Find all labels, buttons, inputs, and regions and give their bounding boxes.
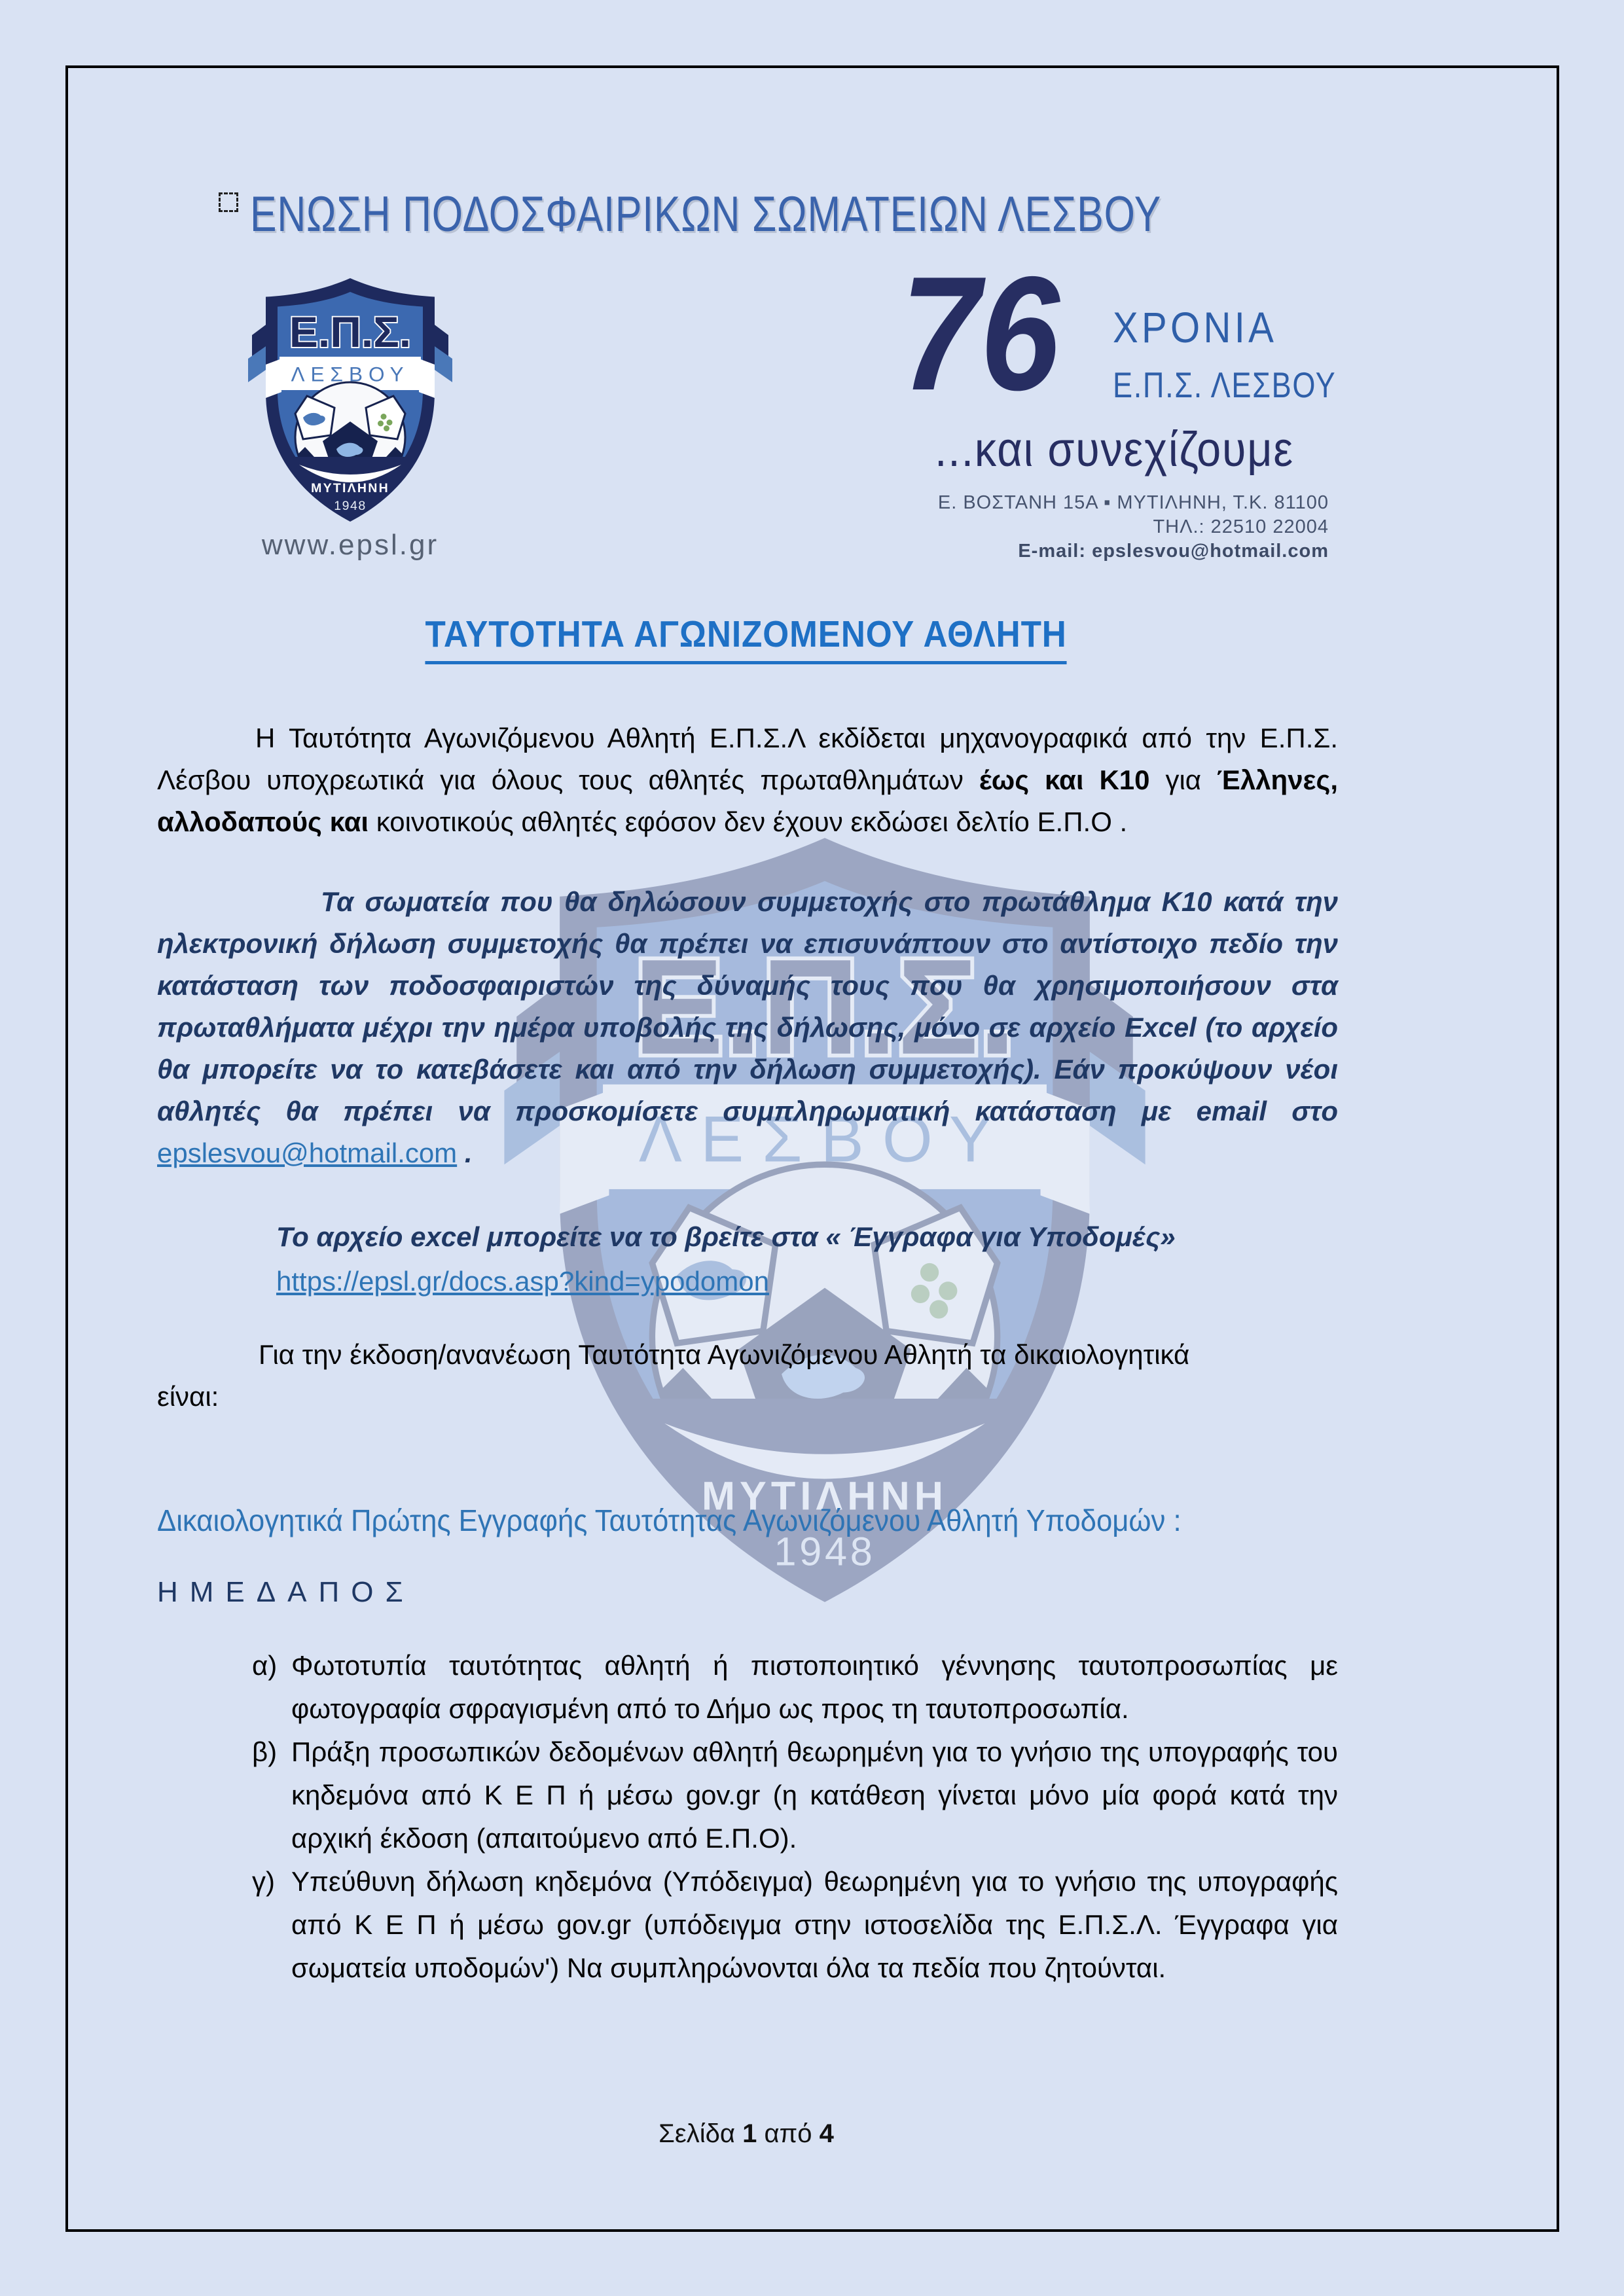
list-item [157, 1644, 1338, 1731]
club-crest-icon [242, 272, 458, 528]
list-item-text: Φωτοτυπία ταυτότητας αθλητή ή πιστοποιητικό γέννησης ταυτοπροσωπίας με φωτογραφία σφραγισμένη από το Δήμο ως προς τη ταυτοπροσωπία. [291, 1650, 1338, 1724]
subheading-imedapos: ΗΜΕΔΑΠΟΣ [157, 1576, 415, 1608]
p2-run: . [457, 1138, 473, 1168]
document-title: ΤΑΥΤΟΤΗΤΑ ΑΓΩΝΙΖΟΜΕΝΟΥ ΑΘΛΗΤΗ [425, 613, 1067, 664]
p1-bold-run: Έλληνες, αλλοδαπούς και [157, 764, 1339, 837]
section-heading: Δικαιολογητικά Πρώτης Εγγραφής Ταυτότητας Αγωνιζόμενου Αθλητή Υποδομών : [157, 1503, 1182, 1537]
list-marker: β) [252, 1736, 278, 1767]
contact-address: Ε. ΒΟΣΤΑΝΗ 15Α ▪ ΜΥΤΙΛΗΝΗ, Τ.Κ. 81100 [937, 492, 1329, 513]
association-name: ΕΝΩΣΗ ΠΟΔΟΣΦΑΙΡΙΚΩΝ ΣΩΜΑΤΕΙΩΝ ΛΕΣΒΟΥ [250, 187, 1162, 242]
footer-total-pages: 4 [819, 2119, 834, 2148]
p4-run: Για την έκδοση/ανανέωση Ταυτότητα Αγωνιζόμενου Αθλητή τα δικαιολογητικά [259, 1339, 1190, 1370]
anniversary-number: 76 [901, 242, 1060, 424]
list-marker: α) [252, 1650, 278, 1681]
p2-run: Τα σωματεία που θα δηλώσουν συμμετοχής στο πρωτάθλημα Κ10 κατά την ηλεκτρονική δήλωση συμμετοχής θα πρέπει να επισυνάπτουν στο αντίστοιχο πεδίο την κατάσταση των ποδοσφαιριστών της δύναμής τους που θα χρησιμοποιήσουν στα πρωταθλήματα μέχρι την ημέρα υποβολής της δήλωσης, μόνο σε αρχείο Excel (το αρχείο θα μπορείτε να το κατεβάσετε και από την δήλωση συμμετοχής). Εάν προκύψουν νέοι αθλητές θα πρέπει να προσκομίσετε συμπληρωματική κατάσταση με email στο [157, 886, 1338, 1126]
paragraph-clubs-k10 [157, 881, 1338, 1174]
requirements-list [157, 1644, 1338, 1990]
contact-block [772, 491, 1329, 564]
p1-run: κοινοτικούς αθλητές εφόσον δεν έχουν εκδώσει δελτίο Ε.Π.Ο . [369, 806, 1128, 837]
anniversary-org-label: Ε.Π.Σ. ΛΕΣΒΟΥ [1113, 365, 1337, 405]
list-marker: γ) [252, 1866, 275, 1897]
p4-run: είναι: [157, 1381, 219, 1412]
list-item [157, 1731, 1338, 1860]
list-item [157, 1860, 1338, 1990]
list-item-text: Υπεύθυνη δήλωση κηδεμόνα (Υπόδειγμα) θεωρημένη για το γνήσιο της υπογραφής από Κ Ε Π ή μέσω gov.gr (υπόδειγμα στην ιστοσελίδα της Ε.Π.Σ.Λ. Έγγραφα για σωματεία υποδομών') Να συμπληρώνονται όλα τα πεδία που ζητούνται. [291, 1866, 1338, 1983]
website-text: www.epsl.gr [261, 529, 439, 561]
contact-email: E-mail: epslesvou@hotmail.com [1018, 541, 1329, 562]
p1-bold-run: έως και Κ10 [979, 764, 1150, 795]
footer-run: Σελίδα [659, 2119, 743, 2148]
footer-page-number: 1 [742, 2119, 757, 2148]
paragraph-issuance [157, 717, 1338, 843]
footer-run: από [757, 2119, 820, 2148]
club-logo [236, 272, 465, 562]
document-title-row [157, 613, 1335, 664]
p1-run: για [1149, 764, 1217, 795]
contact-phone: ΤΗΛ.: 22510 22004 [1153, 516, 1329, 537]
anniversary-years-label: ΧΡΟΝΙΑ [1113, 303, 1278, 351]
p1-run: Η Ταυτότητα Αγωνιζόμενου Αθλητή Ε.Π.Σ.Λ εκδίδεται μηχανογραφικά από την Ε.Π.Σ. Λέσβου υποχρεωτικά για όλους τους αθλητές πρωταθλημάτων [157, 723, 1338, 795]
email-link[interactable]: epslesvou@hotmail.com [157, 1138, 458, 1168]
page-number-footer [157, 2119, 1335, 2149]
paragraph-excel-file [276, 1215, 1337, 1304]
object-anchor-icon [219, 192, 238, 212]
list-item-text: Πράξη προσωπικών δεδομένων αθλητή θεωρημένη για το γνήσιο της υπογραφής του κηδεμόνα από Κ Ε Π ή μέσω gov.gr (η κατάθεση γίνεται μόνο μία φορά κατά την αρχική έκδοση (απαιτούμενο από Ε.Π.Ο). [291, 1736, 1338, 1854]
paragraph-requirements-intro [157, 1334, 1338, 1418]
docs-link[interactable]: https://epsl.gr/docs.asp?kind=ypodomon [276, 1266, 769, 1297]
excel-note-text: Το αρχείο excel μπορείτε να το βρείτε στα « Έγγραφα για Υποδομές» [276, 1221, 1176, 1252]
anniversary-tagline: ...και συνεχίζουμε [935, 422, 1294, 476]
